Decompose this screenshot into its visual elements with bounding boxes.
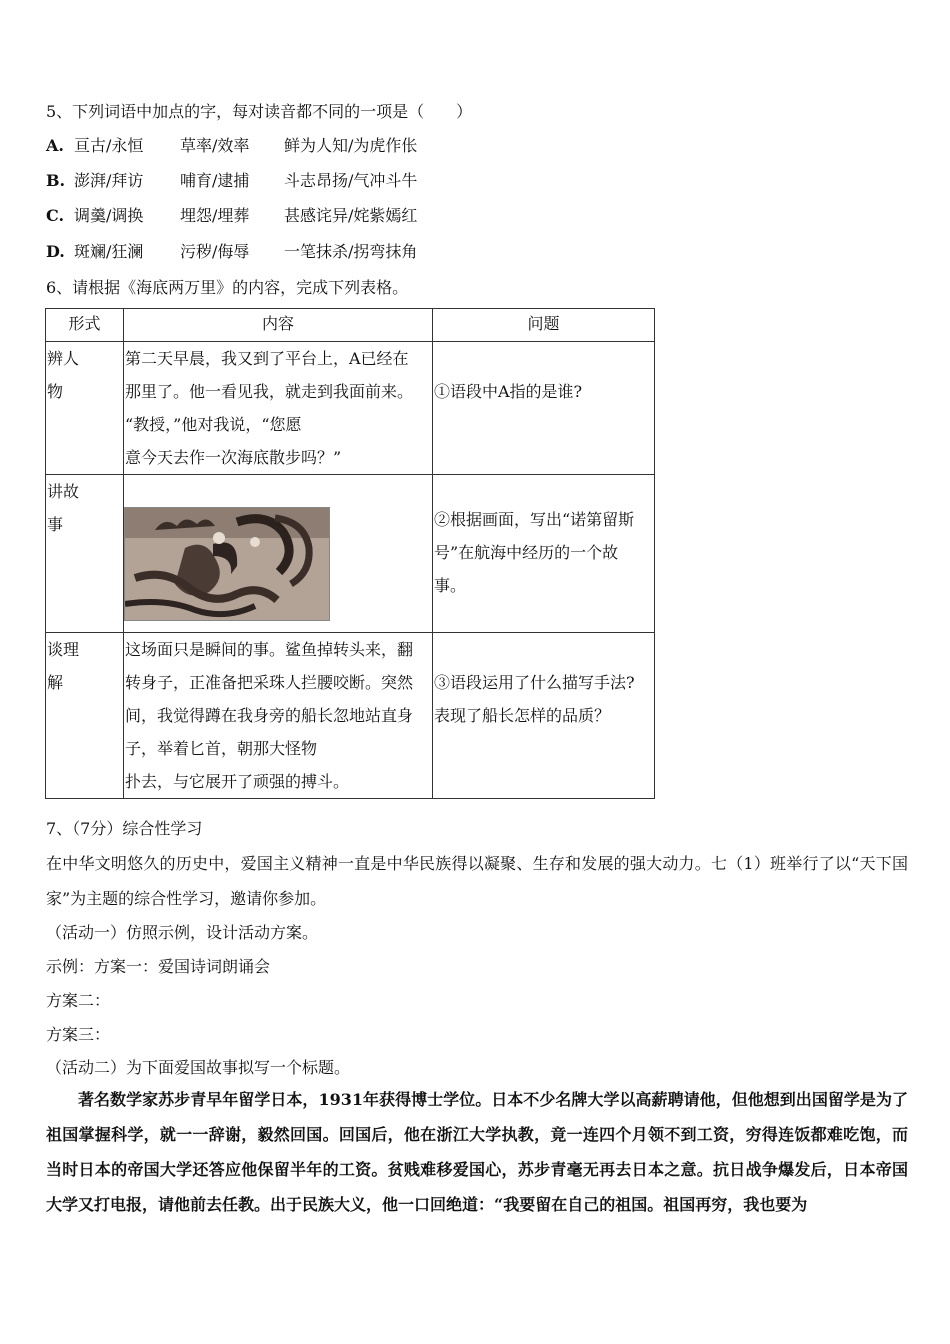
form-cell <box>46 342 124 475</box>
content-line: 那里了。他一看见我，就走到我面前来。 <box>125 382 414 401</box>
question-line: 表现了船长怎样的品质？ <box>434 706 611 725</box>
squid-battle-icon <box>125 508 329 620</box>
form-cell <box>46 475 124 633</box>
q5-stem: 5、下列词语中加点的字，每对读音都不同的一项是（ ） <box>46 102 473 121</box>
content-line: 第二天早晨，我又到了平台上，A已经在 <box>125 349 409 368</box>
question-cell <box>433 633 655 799</box>
option-label: D. <box>46 242 65 261</box>
content-line: 这场面只是瞬间的事。鲨鱼掉转头来，翻 <box>125 640 414 659</box>
option-item: 草率/效率 <box>180 136 250 155</box>
q7-stem: 7、（7分）综合性学习 <box>46 819 203 838</box>
table-row <box>46 475 655 633</box>
table-row <box>46 633 655 799</box>
q6-stem: 6、请根据《海底两万里》的内容，完成下列表格。 <box>46 278 409 297</box>
plan-2: 方案二： <box>46 991 111 1010</box>
content-cell <box>124 633 433 799</box>
q5-option-a[interactable] <box>46 136 417 156</box>
q5-option-c[interactable] <box>46 206 417 226</box>
option-item: 斑斓/狂澜 <box>74 242 144 261</box>
question-line: 号”在航海中经历的一个故 <box>434 543 619 562</box>
q6-table <box>45 308 655 799</box>
table-header-row <box>46 309 655 342</box>
content-cell <box>124 475 433 633</box>
content-line: “教授，”他对我说，“您愿 <box>125 415 302 434</box>
q7-intro: 在中华文明悠久的历史中，爱国主义精神一直是中华民族得以凝聚、生存和发展的强大动力。七（1）班举行了以“天下国家”为主题的综合性学习，邀请你参加。 <box>46 854 908 908</box>
header-content: 内容 <box>124 309 433 342</box>
option-item: 斗志昂扬/气冲斗牛 <box>284 171 418 190</box>
content-line: 间，我觉得蹲在我身旁的船长忽地站直身 <box>125 706 414 725</box>
question-line <box>433 633 654 666</box>
option-label: A. <box>46 136 64 155</box>
content-line: 转身子，正准备把采珠人拦腰咬断。突然 <box>125 673 414 692</box>
option-item: 一笔抹杀/拐弯抹角 <box>284 242 418 261</box>
patriot-story: 著名数学家苏步青早年留学日本，1931年获得博士学位。日本不少名牌大学以高薪聘请他，但他想到出国留学是为了祖国掌握科学，就一一辞谢，毅然回国。回国后，他在浙江大学执教，竟一连四个月领不到工资，穷得连饭都难吃饱，而当时日本的帝国大学还答应他保留半年的工资。贫贱难移爱国心，苏步青毫无再去日本之意。抗日战争爆发后，日本帝国大学又打电报，请他前去任教。出于民族大义，他一口回绝道：“我要留在自己的祖国。祖国再穷，我也要为 <box>46 1090 908 1214</box>
option-label: C. <box>46 206 65 225</box>
form-line: 辨人 <box>47 349 80 368</box>
option-item: 甚感诧异/姹紫嫣红 <box>284 206 418 225</box>
form-line: 讲故 <box>47 482 80 501</box>
question-line: ③语段运用了什么描写手法? <box>434 673 635 692</box>
question-cell <box>433 342 655 475</box>
activity-1: （活动一）仿照示例，设计活动方案。 <box>46 923 319 942</box>
form-line: 解 <box>47 673 64 692</box>
q5-option-b[interactable] <box>46 171 417 191</box>
header-question: 问题 <box>433 309 655 342</box>
question-line: ①语段中A指的是谁? <box>434 382 583 401</box>
form-line: 物 <box>47 382 64 401</box>
question-line <box>433 342 654 375</box>
table-row <box>46 342 655 475</box>
q5-option-d[interactable] <box>46 242 417 262</box>
content-line: 扑去，与它展开了顽强的搏斗。 <box>125 772 350 791</box>
example-plan: 示例：方案一：爱国诗词朗诵会 <box>46 957 271 976</box>
form-line: 事 <box>47 515 64 534</box>
option-item: 埋怨/埋葬 <box>180 206 250 225</box>
option-label: B. <box>46 171 66 190</box>
option-item: 污秽/侮辱 <box>180 242 250 261</box>
content-line: 子，举着匕首，朝那大怪物 <box>125 739 318 758</box>
option-item: 调羹/调换 <box>74 206 144 225</box>
content-line: 意今天去作一次海底散步吗？” <box>125 448 342 467</box>
header-form: 形式 <box>46 309 124 342</box>
question-line: ②根据画面，写出“诺第留斯 <box>434 510 635 529</box>
plan-3: 方案三： <box>46 1025 111 1044</box>
form-cell <box>46 633 124 799</box>
option-item: 澎湃/拜访 <box>74 171 144 190</box>
form-line: 谈理 <box>47 640 80 659</box>
option-item: 哺育/逮捕 <box>180 171 250 190</box>
question-line: 事。 <box>434 576 467 595</box>
option-item: 鲜为人知/为虎作伥 <box>284 136 418 155</box>
content-cell <box>124 342 433 475</box>
activity-2: （活动二）为下面爱国故事拟写一个标题。 <box>46 1058 351 1077</box>
question-cell <box>433 475 655 633</box>
option-item: 亘古/永恒 <box>74 136 144 155</box>
squid-battle-illustration <box>124 507 330 621</box>
